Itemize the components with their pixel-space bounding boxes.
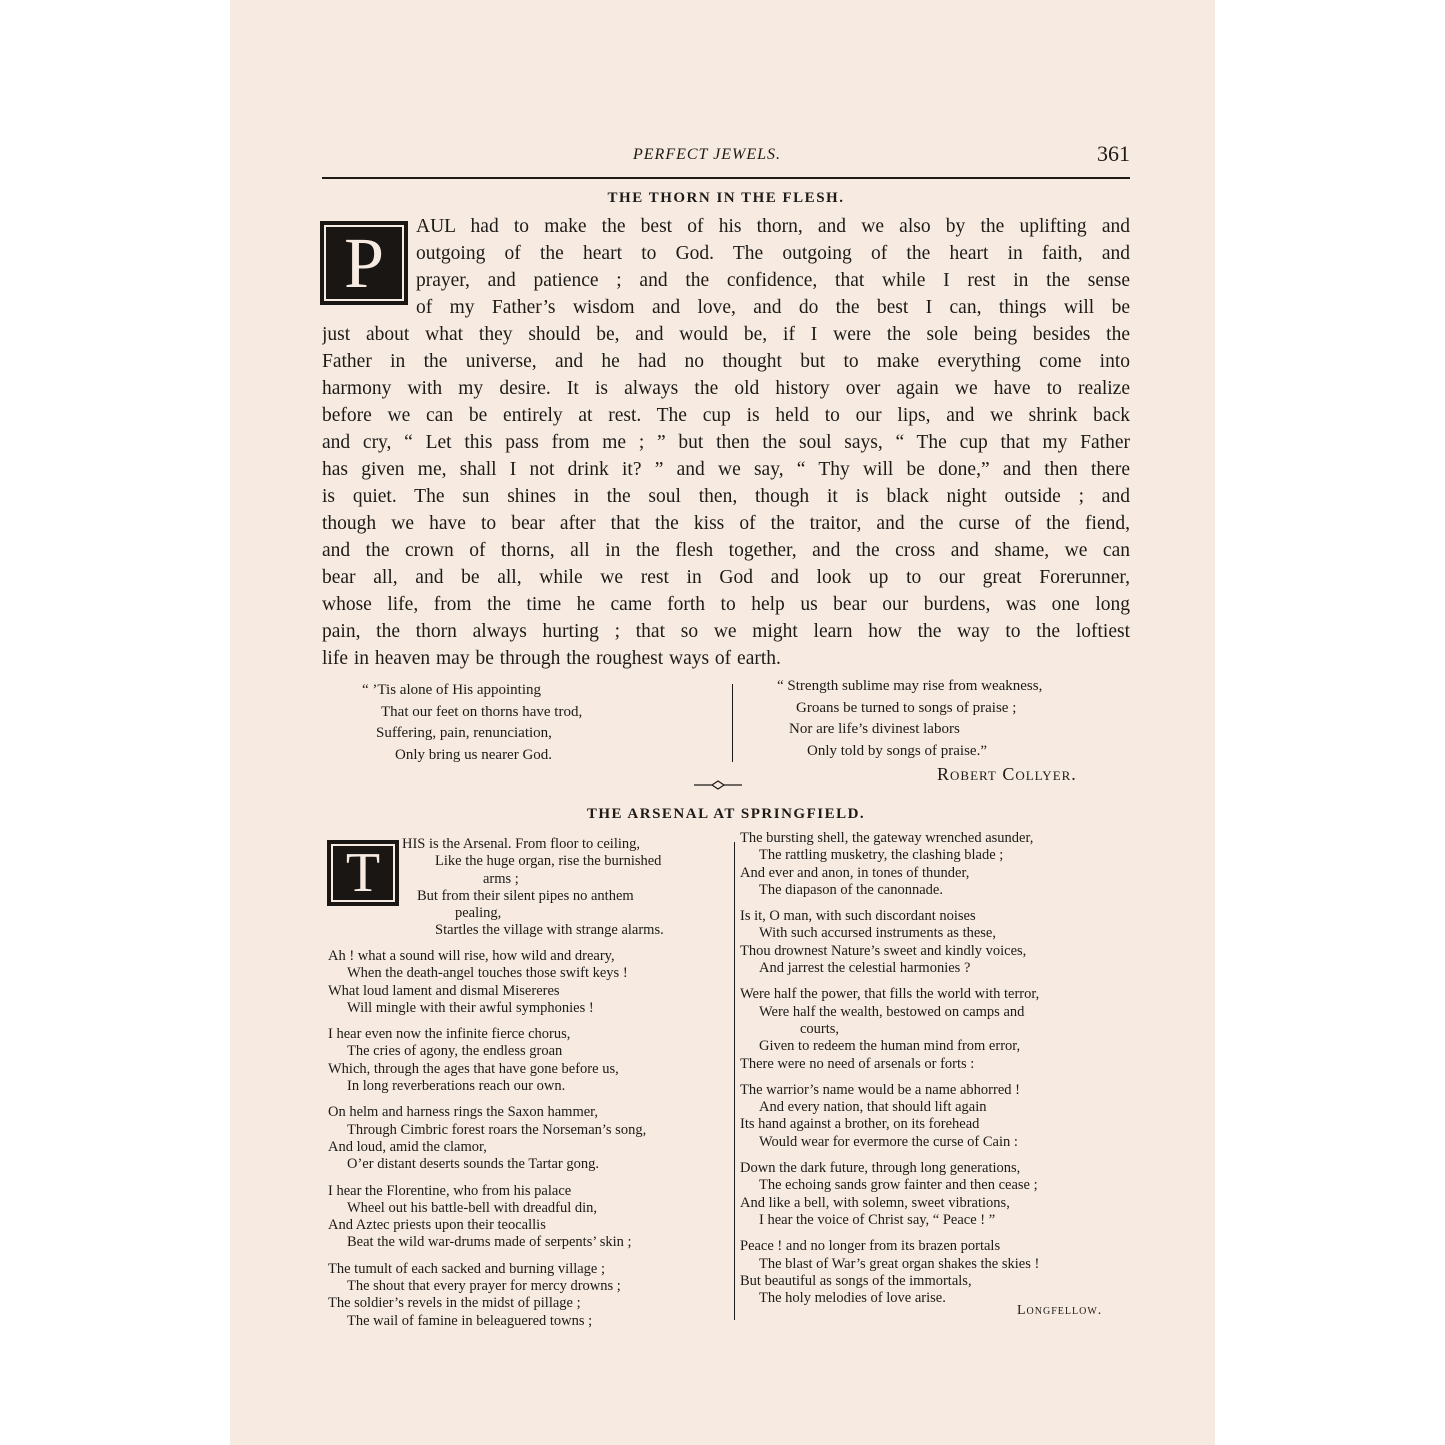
poem-line: When the death-angel touches those swift keys ! bbox=[347, 965, 628, 982]
poem-line: I hear the voice of Christ say, “ Peace ! ” bbox=[759, 1211, 996, 1228]
poem-line: I hear even now the infinite fierce chorus, bbox=[328, 1026, 571, 1043]
section2-title: THE ARSENAL AT SPRINGFIELD. bbox=[586, 806, 866, 822]
prose-line: bear all, and be all, while we rest in God and look up to our great Forerunner, bbox=[322, 567, 1130, 588]
poem-line: courts, bbox=[800, 1020, 840, 1037]
header-rule bbox=[322, 177, 1130, 179]
poem-line: And every nation, that should lift again bbox=[759, 1099, 987, 1116]
poem-line: Is it, O man, with such discordant noises bbox=[740, 908, 976, 925]
verse-line: Nor are life’s divinest labors bbox=[789, 721, 960, 737]
poem-line: The cries of agony, the endless groan bbox=[347, 1043, 563, 1060]
poem-line: Ah ! what a sound will rise, how wild and dreary, bbox=[328, 948, 615, 964]
verse-right bbox=[777, 676, 1042, 762]
prose-line: Father in the universe, and he had no thought but to make everything come into bbox=[322, 351, 1130, 372]
poem-line: Down the dark future, through long generations, bbox=[740, 1160, 1021, 1177]
poem-line: The blast of War’s great organ shakes the skies ! bbox=[759, 1255, 1040, 1272]
poem-line: Peace ! and no longer from its brazen portals bbox=[740, 1238, 1001, 1255]
poem-line: O’er distant deserts sounds the Tartar gong. bbox=[347, 1156, 600, 1173]
poem-line: HIS is the Arsenal. From floor to ceiling, bbox=[402, 836, 641, 852]
poem-line: Like the huge organ, rise the burnished bbox=[435, 853, 662, 870]
stanza-gap bbox=[740, 1151, 1132, 1160]
poem-line: Given to redeem the human mind from error, bbox=[759, 1038, 1021, 1055]
poem-line: The bursting shell, the gateway wrenched asunder, bbox=[740, 830, 1034, 846]
stanza-gap bbox=[740, 899, 1132, 908]
prose-line: and cry, “ Let this pass from me ; ” but then the soul says, “ The cup that my Father bbox=[322, 432, 1130, 453]
poem-line: And like a bell, with solemn, sweet vibrations, bbox=[740, 1194, 1010, 1211]
poem-line: The rattling musketry, the clashing blade ; bbox=[759, 847, 1004, 864]
verse-line: That our feet on thorns have trod, bbox=[381, 703, 583, 720]
column-divider bbox=[734, 842, 735, 1320]
prose-line: harmony with my desire. It is always the old history over again we have to realize bbox=[322, 378, 1130, 399]
poem-line: The warrior’s name would be a name abhorred ! bbox=[740, 1081, 1020, 1098]
poem-line: Startles the village with strange alarms. bbox=[435, 922, 664, 939]
stanza-gap bbox=[740, 1073, 1132, 1082]
section1-prose bbox=[322, 213, 1130, 672]
poem-line: With such accursed instruments as these, bbox=[759, 925, 996, 942]
prose-line: AUL had to make the best of his thorn, and we also by the uplifting and bbox=[416, 216, 1130, 237]
author-collyer: Robert Collyer. bbox=[937, 764, 1077, 784]
prose-line: and the crown of thorns, all in the flesh together, and the cross and shame, we can bbox=[322, 540, 1130, 561]
running-head bbox=[322, 141, 1130, 171]
poem-line: Its hand against a brother, on its forehead bbox=[740, 1116, 980, 1133]
verse-line: Groans be turned to songs of praise ; bbox=[796, 699, 1017, 716]
drop-cap-t-letter: T bbox=[345, 842, 381, 904]
verse-left bbox=[362, 680, 582, 766]
poem-line: On helm and harness rings the Saxon hammer, bbox=[328, 1104, 599, 1121]
poem-line: The holy melodies of love arise. bbox=[759, 1290, 946, 1307]
poem-line: Were half the power, that fills the world with terror, bbox=[740, 986, 1040, 1003]
poem-line: Which, through the ages that have gone before us, bbox=[328, 1060, 619, 1077]
poem-line: What loud lament and dismal Misereres bbox=[328, 982, 560, 999]
verse-line: Only bring us nearer God. bbox=[395, 746, 553, 763]
verse-line: “ ’Tis alone of His appointing bbox=[362, 682, 542, 698]
poem-line: The soldier’s revels in the midst of pillage ; bbox=[328, 1295, 581, 1312]
prose-line: life in heaven may be through the roughest ways of earth. bbox=[322, 648, 781, 669]
prose-line: prayer, and patience ; and the confidence, that while I rest in the sense bbox=[416, 270, 1130, 291]
poem-line: Thou drownest Nature’s sweet and kindly voices, bbox=[740, 942, 1027, 959]
prose-line: though we have to bear after that the kiss of the traitor, and the curse of the fiend, bbox=[322, 513, 1130, 534]
stanza-gap bbox=[328, 1017, 728, 1026]
poem-line: The shout that every prayer for mercy drowns ; bbox=[347, 1278, 621, 1295]
prose-line: of my Father’s wisdom and love, and do the best I can, things will be bbox=[416, 297, 1130, 318]
stanza-gap bbox=[740, 977, 1132, 986]
poem-line: The echoing sands grow fainter and then cease ; bbox=[759, 1177, 1038, 1194]
poem-line: The wail of famine in beleaguered towns ; bbox=[347, 1312, 593, 1329]
poem-line: But beautiful as songs of the immortals, bbox=[740, 1272, 972, 1289]
drop-cap-t bbox=[327, 840, 399, 906]
author-longfellow: Longfellow. bbox=[1017, 1303, 1103, 1318]
poem-line: Were half the wealth, bestowed on camps and bbox=[759, 1003, 1025, 1020]
prose-line: whose life, from the time he came forth to help us bear our burdens, was one long bbox=[322, 594, 1130, 615]
prose-line: outgoing of the heart to God. The outgoing of the heart in faith, and bbox=[416, 243, 1130, 264]
stanza-gap bbox=[328, 1095, 728, 1104]
poem-line: But from their silent pipes no anthem bbox=[417, 887, 634, 904]
poem-line: arms ; bbox=[483, 870, 519, 887]
drop-cap-p-letter: P bbox=[343, 222, 385, 303]
verse-divider bbox=[732, 684, 733, 762]
verse-line: Suffering, pain, renunciation, bbox=[376, 725, 552, 741]
poem-line: Wheel out his battle-bell with dreadful din, bbox=[347, 1199, 598, 1216]
prose-line: is quiet. The sun shines in the soul then, though it is black night outside ; and bbox=[322, 486, 1130, 507]
poem-left-column bbox=[328, 948, 728, 1330]
poem-line: pealing, bbox=[455, 905, 502, 922]
poem-line: I hear the Florentine, who from his palace bbox=[328, 1182, 572, 1199]
verse-line: “ Strength sublime may rise from weakness, bbox=[777, 678, 1043, 694]
poem-line: And ever and anon, in tones of thunder, bbox=[740, 864, 970, 881]
stanza-gap bbox=[328, 1174, 728, 1183]
poem-line: In long reverberations reach our own. bbox=[347, 1078, 566, 1095]
stanza-gap bbox=[328, 1252, 728, 1261]
prose-line: just about what they should be, and would be, if I were the sole being besides the bbox=[322, 324, 1130, 345]
prose-line: has given me, shall I not drink it? ” and we say, “ Thy will be done,” and then there bbox=[322, 459, 1130, 480]
poem-right-column bbox=[740, 830, 1132, 1307]
prose-line: before we can be entirely at rest. The cup is held to our lips, and we shrink back bbox=[322, 405, 1130, 426]
poem-line: Will mingle with their awful symphonies ! bbox=[347, 999, 594, 1016]
stanza-gap bbox=[740, 1229, 1132, 1238]
poem-line: Through Cimbric forest roars the Norseman’s song, bbox=[347, 1121, 647, 1138]
section-ornament bbox=[694, 780, 742, 790]
poem-intro bbox=[397, 836, 727, 940]
poem-line: And jarrest the celestial harmonies ? bbox=[759, 960, 971, 977]
verse-line: Only told by songs of praise.” bbox=[807, 742, 987, 759]
page-number: 361 bbox=[1097, 141, 1130, 166]
poem-line: Would wear for evermore the curse of Cain : bbox=[759, 1133, 1018, 1150]
poem-line: The diapason of the canonnade. bbox=[759, 881, 943, 898]
section1-title: THE THORN IN THE FLESH. bbox=[607, 190, 845, 206]
prose-line: pain, the thorn always hurting ; that so we might learn how the way to the loftiest bbox=[322, 621, 1130, 642]
poem-line: Beat the wild war-drums made of serpents’ skin ; bbox=[347, 1234, 632, 1251]
poem-line: The tumult of each sacked and burning village ; bbox=[328, 1260, 606, 1277]
running-title: PERFECT JEWELS. bbox=[633, 146, 782, 163]
poem-line: And loud, amid the clamor, bbox=[328, 1138, 487, 1155]
poem-line: There were no need of arsenals or forts : bbox=[740, 1055, 975, 1072]
poem-line: And Aztec priests upon their teocallis bbox=[328, 1217, 546, 1234]
